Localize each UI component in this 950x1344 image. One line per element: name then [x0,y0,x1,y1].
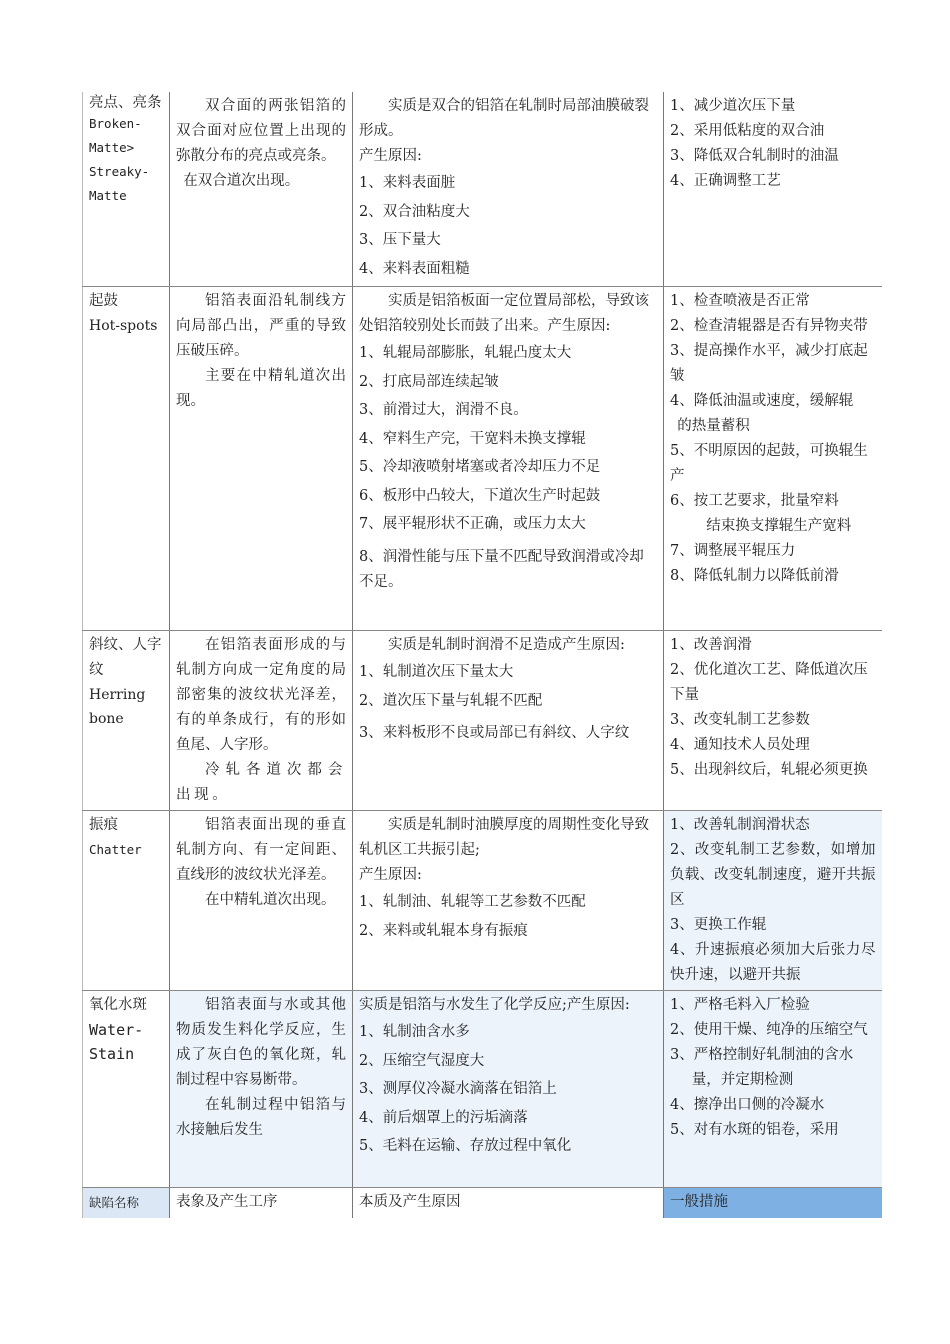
measure-item: 3、严格控制好轧制油的含水 [670,1047,854,1063]
cause-item: 1、轧制油含水多 [359,1024,470,1040]
symptom-process: 主要在中精轧道次出现。 [176,368,346,409]
cause-item: 1、轧制油、轧辊等工艺参数不匹配 [359,894,586,910]
cause-item: 2、道次压下量与轧辊不匹配 [359,692,543,709]
essence-text: 实质是轧制时润滑不足造成产生原因: [388,637,625,653]
cause-item: 4、窄料生产完，干宽料未换支撑辊 [359,430,586,447]
cause-cell [353,92,664,287]
measure-item: 4、通知技术人员处理 [670,737,810,753]
symptom-text: 在铝箔表面形成的与轧制方向成一定角度的局部密集的波纹状光泽差，有的单条成行，有的形如鱼尾、人字形。 [176,637,346,753]
symptom-text: 双合面的两张铝箔的双合面对应位置上出现的弥散分布的亮点或亮条。 [176,98,346,164]
measure-item: 量，并定期检测 [691,1072,794,1088]
defect-name-cn: 起鼓 [89,293,118,309]
measure-item: 的热量蓄积 [677,418,750,434]
cause-item: 1、轧制道次压下量太大 [359,664,514,680]
measure-item: 2、使用干燥、纯净的压缩空气 [670,1022,868,1038]
symptom-cell [170,92,353,287]
table-row [83,92,882,287]
defect-name-cell [83,92,170,287]
symptom-process: 在中精轧道次出现。 [205,892,336,908]
table-row [83,631,882,811]
measure-item: 4、正确调整工艺 [670,173,781,189]
table-row [83,991,882,1188]
symptom-cell [170,287,353,631]
measure-item: 4、降低油温或速度，缓解辊 [670,393,854,409]
symptom-process: 在双合道次出现。 [183,173,300,189]
symptom-cell [170,991,353,1188]
cause-item: 4、前后烟罩上的污垢滴落 [359,1109,528,1126]
cause-item: 3、测厚仪冷凝水滴落在铝箔上 [359,1081,557,1097]
cause-item: 2、打底局部连续起皱 [359,373,499,390]
measure-item: 1、改善润滑 [670,637,752,653]
measure-cell [664,631,882,811]
defect-name-cn: 斜纹、人字纹 [89,637,162,678]
cause-item: 2、双合油粘度大 [359,203,470,220]
cause-label: 产生原因: [359,867,422,883]
measure-item: 2、检查清辊器是否有异物夹带 [670,318,868,334]
measure-cell [664,811,882,991]
defect-name-en: Hot-spots [89,318,158,334]
symptom-process: 冷轧各道次都会出现。 [176,762,346,803]
measure-item: 1、改善轧制润滑状态 [670,817,810,833]
cause-item: 5、冷却液喷射堵塞或者冷却压力不足 [359,459,601,475]
defect-name-cell [83,991,170,1188]
essence-text: 实质是铝箔与水发生了化学反应;产生原因: [359,997,630,1013]
defect-table [82,92,882,1218]
cause-cell [353,631,664,811]
defect-name-en: Herring bone [89,687,146,727]
header-defect-name: 缺陷名称 [83,1188,170,1219]
header-symptom-process: 表象及产生工序 [170,1188,353,1219]
measure-item: 1、严格毛料入厂检验 [670,997,810,1013]
defect-name-cell [83,811,170,991]
cause-item: 8、润滑性能与压下量不匹配导致润滑或冷却不足。 [359,548,644,590]
cause-cell [353,287,664,631]
cause-item: 1、轧辊局部膨胀，轧辊凸度太大 [359,345,572,361]
measure-item: 3、更换工作辊 [670,917,767,933]
measure-item: 3、改变轧制工艺参数 [670,712,810,728]
cause-item: 3、前滑过大，润滑不良。 [359,402,528,418]
symptom-text: 铝箔表面出现的垂直轧制方向、有一定间距、直线形的波纹状光泽差。 [176,817,346,883]
measure-cell [664,287,882,631]
measure-item: 2、采用低粘度的双合油 [670,123,825,139]
cause-item: 7、展平辊形状不正确，或压力太大 [359,516,586,532]
header-essence-cause: 本质及产生原因 [353,1188,664,1219]
cause-item: 5、毛料在运输、存放过程中氧化 [359,1138,572,1154]
symptom-text: 铝箔表面沿轧制线方向局部凸出，严重的导致压破压碎。 [176,293,346,359]
symptom-cell [170,811,353,991]
measure-item: 1、减少道次压下量 [670,98,796,114]
essence-text: 实质是双合的铝箔在轧制时局部油膜破裂形成。 [359,98,649,139]
cause-item: 2、来料或轧辊本身有振痕 [359,922,528,939]
symptom-text: 铝箔表面与水或其他物质发生料化学反应，生成了灰白色的氧化斑，轧制过程中容易断带。 [176,997,346,1088]
cause-item: 3、来料板形不良或局部已有斜纹、人字纹 [359,725,630,741]
measure-item: 3、降低双合轧制时的油温 [670,148,839,164]
essence-text: 实质是轧制时油膜厚度的周期性变化导致轧机区工共振引起; [359,817,649,858]
cause-item: 3、压下量大 [359,232,441,248]
cause-cell [353,811,664,991]
cause-item: 1、来料表面脏 [359,175,456,191]
defect-name-cn: 氧化水斑 [89,997,147,1013]
measure-item: 结束换支撑辊生产宽料 [706,518,852,534]
cause-item: 2、压缩空气湿度大 [359,1052,485,1069]
cause-item: 4、来料表面粗糙 [359,260,470,277]
defect-name-cell [83,287,170,631]
header-measures: 一般措施 [664,1188,882,1219]
measure-item: 4、升速振痕必须加大后张力尽快升速，以避开共振 [670,942,876,983]
measure-item: 7、调整展平辊压力 [670,543,796,559]
defect-name-cn: 振痕 [89,817,118,833]
defect-name-en: Chatter [89,842,142,857]
defect-name-cell [83,631,170,811]
measure-item: 3、提高操作水平，减少打底起皱 [670,343,868,384]
measure-item: 2、优化道次工艺、降低道次压下量 [670,662,868,703]
measure-cell [664,92,882,287]
measure-item: 6、按工艺要求，批量窄料 [670,493,839,509]
measure-item: 4、擦净出口侧的冷凝水 [670,1097,825,1113]
measure-item: 5、出现斜纹后，轧辊必须更换 [670,762,868,778]
table-row [83,811,882,991]
measure-item: 1、检查喷液是否正常 [670,293,810,309]
symptom-process: 在轧制过程中铝箔与水接触后发生 [176,1097,346,1138]
defect-name-cn: 亮点、亮条 [89,95,162,111]
symptom-cell [170,631,353,811]
defect-name-en: Broken-Matte> Streaky-Matte [89,116,150,203]
measure-item: 8、降低轧制力以降低前滑 [670,568,839,584]
measure-item: 2、改变轧制工艺参数，如增加负载、改变轧制速度，避开共振区 [670,842,876,908]
cause-item: 6、板形中凸较大，下道次生产时起鼓 [359,487,601,504]
measure-cell [664,991,882,1188]
cause-cell [353,991,664,1188]
cause-label: 产生原因: [359,148,422,164]
measure-item: 5、对有水斑的铝卷，采用 [670,1122,839,1138]
table-row [83,287,882,631]
essence-text: 实质是铝箔板面一定位置局部松，导致该处铝箔较别处长而鼓了出来。产生原因: [359,293,649,334]
table-header-row [83,1188,882,1219]
measure-item: 5、不明原因的起鼓，可换辊生产 [670,443,868,484]
defect-name-en: Water-Stain [89,1021,144,1063]
